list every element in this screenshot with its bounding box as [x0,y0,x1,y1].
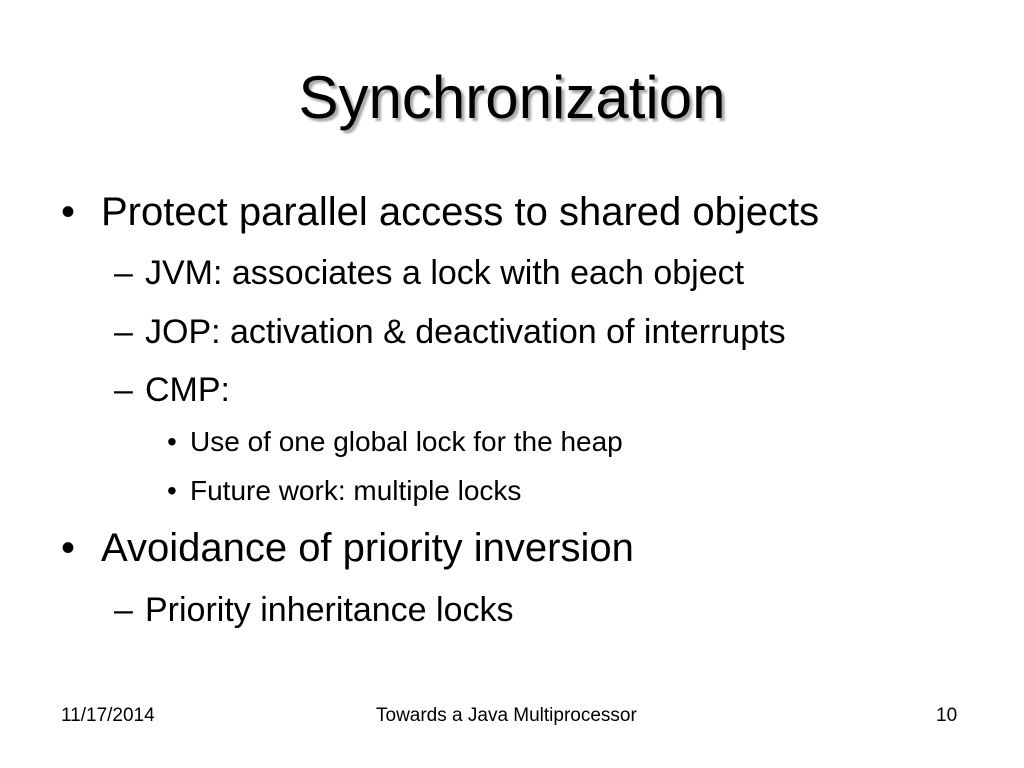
dash-marker: – [114,254,133,292]
bullet-marker: • [167,475,177,506]
bullet-text: Avoidance of priority inversion [101,526,634,570]
slide-title: Synchronization [298,64,726,131]
sub-bullet-text: Priority inheritance locks [145,591,514,629]
footer-page-number: 10 [936,705,958,726]
footer-date: 11/17/2014 [61,705,155,726]
footer-presentation-title: Towards a Java Multiprocessor [376,705,637,726]
sub-bullet-text: JOP: activation & deactivation of interrupts [145,313,786,351]
sub-bullet-text: JVM: associates a lock with each object [145,254,745,292]
dash-marker: – [114,591,133,629]
dash-marker: – [114,313,133,351]
dash-marker: – [114,371,133,409]
bullet-text: Protect parallel access to shared objects [101,190,820,234]
bullet-marker: • [61,526,76,570]
sub-sub-bullet-text: Future work: multiple locks [190,475,522,506]
bullet-marker: • [61,190,76,234]
sub-sub-bullet-text: Use of one global lock for the heap [190,426,623,457]
sub-bullet-text: CMP: [145,371,230,409]
bullet-marker: • [167,426,177,457]
